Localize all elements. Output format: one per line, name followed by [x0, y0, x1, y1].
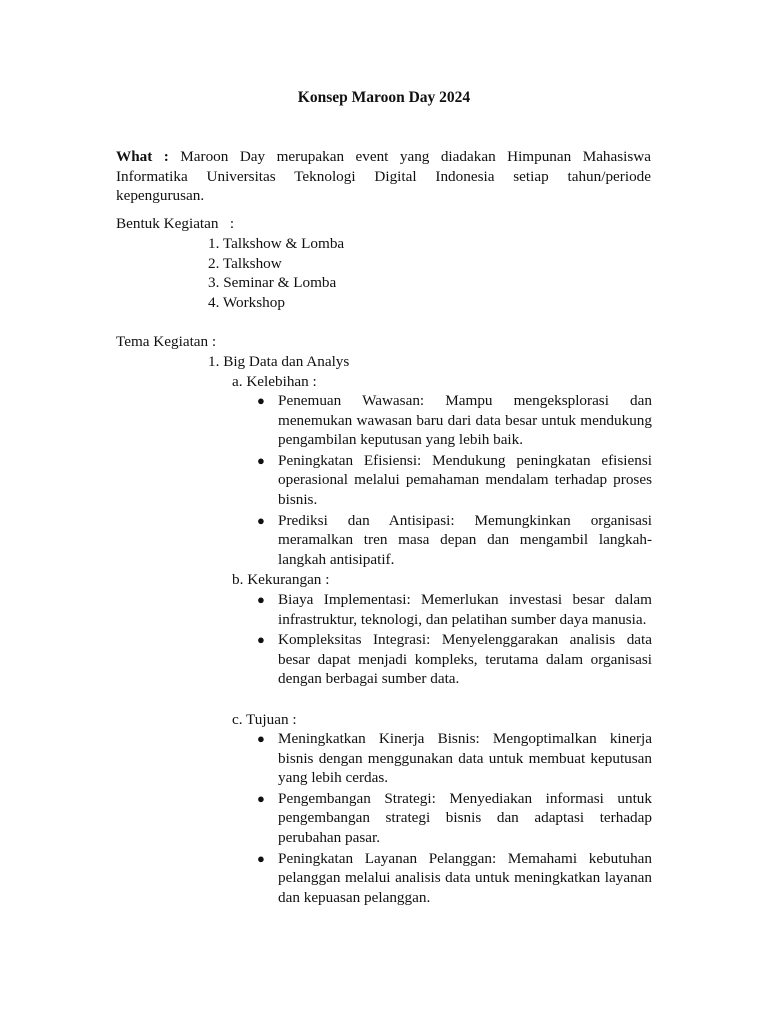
list-item: 3. Seminar & Lomba: [208, 274, 337, 292]
tema-item-big-data: 1. Big Data dan Analys: [208, 353, 350, 370]
bullet-text: Prediksi dan Antisipasi: Memungkinkan organisasi meramalkan tren masa depan dan mengambil langkah-langkah antisipatif.: [278, 511, 652, 568]
tujuan-bullet-list: [255, 729, 652, 907]
list-item: [255, 391, 652, 450]
bullet-icon: ●: [257, 592, 265, 607]
list-item: [255, 511, 652, 570]
list-item: [255, 849, 652, 908]
list-item: 4. Workshop: [208, 294, 285, 312]
list-item: [255, 789, 652, 848]
list-item: [255, 590, 652, 629]
section-tujuan-label: c. Tujuan :: [232, 711, 297, 728]
bullet-text: Peningkatan Layanan Pelanggan: Memahami kebutuhan pelanggan melalui analisis data untuk meningkatkan layanan dan kepuasan pelanggan.: [278, 849, 652, 906]
bullet-text: Kompleksitas Integrasi: Menyelenggarakan analisis data besar dapat menjadi kompleks, terutama dalam organisasi dengan berbagai sumber data.: [278, 631, 652, 688]
list-item: 1. Talkshow & Lomba: [208, 235, 345, 252]
kekurangan-bullet-list: [255, 590, 652, 689]
tema-kegiatan-label: Tema Kegiatan :: [116, 333, 217, 350]
bullet-icon: ●: [257, 731, 265, 746]
bentuk-kegiatan-label: Bentuk Kegiatan :: [116, 215, 235, 232]
bullet-text: Meningkatkan Kinerja Bisnis: Mengoptimalkan kinerja bisnis dengan menggunakan data untuk membuat keputusan yang lebih cerdas.: [278, 730, 652, 787]
list-item: [255, 451, 652, 510]
bullet-text: Biaya Implementasi: Memerlukan investasi besar dalam infrastruktur, teknologi, dan pelatihan sumber daya manusia.: [278, 591, 652, 628]
list-item: [255, 630, 652, 689]
bentuk-kegiatan-list: [208, 234, 344, 313]
what-text: Maroon Day merupakan event yang diadakan Himpunan Mahasiswa Informatika Universitas Teknologi Digital Indonesia setiap tahun/periode kepengurusan.: [116, 148, 652, 205]
bullet-icon: ●: [257, 393, 265, 408]
kelebihan-bullet-list: [255, 391, 652, 569]
bullet-icon: ●: [257, 632, 265, 648]
bullet-text: Penemuan Wawasan: Mampu mengeksplorasi dan menemukan wawasan baru dari data besar untuk mendukung pengambilan keputusan yang lebih baik.: [278, 392, 652, 449]
what-paragraph: [116, 147, 651, 206]
bullet-icon: ●: [257, 790, 265, 806]
bullet-icon: ●: [257, 850, 265, 866]
document-title: Konsep Maroon Day 2024: [297, 89, 471, 106]
bullet-text: Peningkatan Efisiensi: Mendukung peningkatan efisiensi operasional melalui pemahaman mendalam terhadap proses bisnis.: [278, 451, 652, 508]
list-item: [255, 729, 652, 788]
list-item: 2. Talkshow: [208, 254, 282, 272]
bullet-icon: ●: [257, 452, 265, 468]
section-kelebihan-label: a. Kelebihan :: [232, 373, 317, 390]
bullet-text: Pengembangan Strategi: Menyediakan informasi untuk pengembangan strategi bisnis dan adaptasi terhadap perubahan pasar.: [278, 789, 652, 846]
what-label: What :: [116, 148, 169, 165]
section-kekurangan-label: b. Kekurangan :: [232, 571, 330, 588]
bullet-icon: ●: [257, 512, 265, 528]
